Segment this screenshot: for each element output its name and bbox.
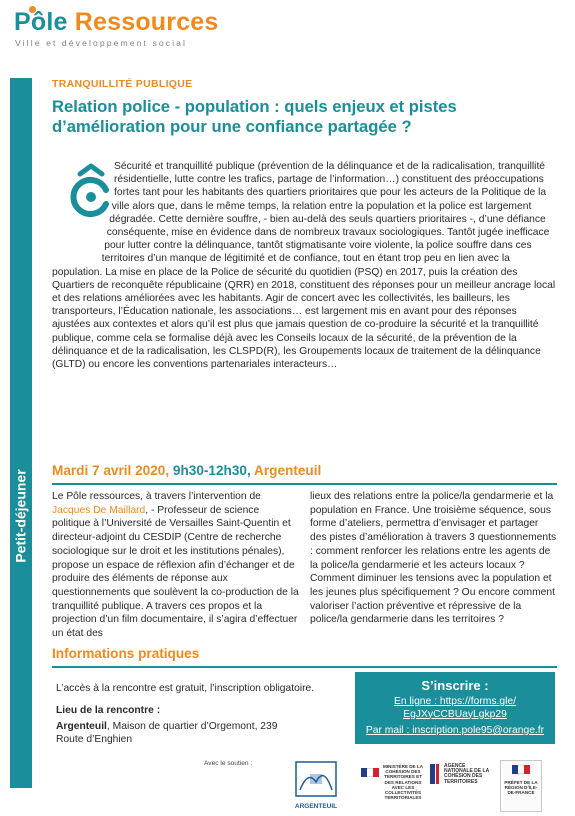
body-column-right: lieux des relations entre la police/la gendarmerie et la population en France. Une troisième séquence, sous forme d’ateliers, permettra d’envisager et partager des pistes d’amélioration à travers 3 questionnements : comment renforcer les relations entre les agents de la police/la gendarmerie et les acteurs locaux ? Comment diminuer les tensions avec la population et les jeunes plus spécifiquement ? Ou encore comment valoriser l’action préventive et répressive de la police/la gendarmerie dans les territoires ? bbox=[310, 491, 557, 626]
registration-title: S’inscrire : bbox=[421, 678, 489, 693]
access-info: L’accès à la rencontre est gratuit, l’inscription obligatoire. bbox=[56, 683, 315, 694]
category-label: TRANQUILLITÉ PUBLIQUE bbox=[52, 78, 193, 90]
ministry-logo: MINISTÈRE DE LA COHÉSION DES TERRITOIRES ET DES RELATIONS AVEC LES COLLECTIVITÉS TERRITORIALES bbox=[355, 760, 425, 812]
french-flag-icon bbox=[361, 768, 379, 777]
event-time: 9h30-12h30, bbox=[172, 463, 251, 478]
anct-mark-icon bbox=[430, 764, 444, 784]
place-label: Lieu de la rencontre : bbox=[56, 705, 161, 716]
event-datetime bbox=[52, 463, 321, 478]
registration-email-link[interactable]: Par mail : inscription.pole95@orange.fr bbox=[365, 725, 545, 736]
section-divider bbox=[52, 666, 557, 668]
prefecture-logo: PRÉFET DE LA RÉGION D’ÎLE-DE-FRANCE bbox=[500, 760, 542, 812]
event-city: Argenteuil bbox=[254, 463, 322, 478]
support-label: Avec le soutien : bbox=[204, 760, 253, 767]
body-column-left: Le Pôle ressources, à travers l’intervention de Jacques De Maillard, - Professeur de science politique à l’Université de Versailles Saint-Quentin et directeur-adjoint du CESDIP (Centre de recherche sociologique sur le droit et les institutions pénales), propose un espace de réflexion afin d’échanger et de produire des éléments de réponse aux questionnements que soulèvent la co-production de la tranquillité publique. A travers ces propos et la projection d’un film documentaire, il s’agira d’effectuer un état des bbox=[52, 491, 299, 640]
intro-paragraph: Sécurité et tranquillité publique (prévention de la délinquance et de la radicalisation, tranquillité résidentielle, lutte contre les trafics, partage de l’information…) constituent des préoccupations fortes tant pour les habitants des quartiers prioritaires que pour les acteurs de la Politique de la ville alors que, dans le même temps, la relation entre la population et la police est largement dégradée. Cette dernière souffre, - bien au-delà des seuls quartiers prioritaires -, d’une défiance conséquente, mise en évidence dans de nombreux travaux sociologiques. Tantôt jugée inefficace pour lutter contre la délinquance, tantôt stigmatisante voire violente, la police souffre dans ces territoires d’un manque de légitimité et de confiance, tout en étant trop peu en lien avec la population. La mise en place de la Police de sécurité du quotidien (PSQ) en 2017, puis la création des Quartiers de reconquête républicaine (QRR) en 2018, constituent des réponses pour un meilleur ancrage local et des relations améliorées avec les habitants. Agir de concert avec les collectivités, les bailleurs, les transporteurs, l’Éducation nationale, les associations… est largement mis en avant pour des réponses ajustées aux contextes et alors qu’il est plus que jamais question de co-produire la sécurité et la tranquillité publique, comme cela se formalise déjà avec les Conseils locaux de la sécurité, de la prévention de la délinquance et de la radicalisation, les CLSPD(R), les Groupements locaux de traitement de la délinquance (GLTD) ou encore les conventions partenariales interacteurs… bbox=[52, 161, 556, 371]
anct-logo: AGENCE NATIONALE DE LA COHÉSION DES TERRITOIRES bbox=[430, 760, 492, 812]
pole-ressources-logo bbox=[14, 8, 219, 54]
logo-tagline: Ville et développement social bbox=[15, 38, 188, 48]
registration-online-link[interactable]: En ligne : https://forms.gle/ bbox=[394, 696, 516, 707]
page-title: Relation police - population : quels enjeux et pistes d’amélioration pour une confiance partagée ? bbox=[52, 97, 457, 136]
argenteuil-logo: ARGENTEUIL bbox=[290, 760, 342, 812]
french-flag-icon bbox=[512, 765, 530, 774]
argenteuil-emblem-icon bbox=[290, 760, 342, 800]
logo-wordmark: Pôle Ressources bbox=[14, 8, 219, 36]
speaker-name: Jacques De Maillard bbox=[52, 504, 146, 516]
registration-box bbox=[355, 672, 555, 744]
place-address: Argenteuil, Maison de quartier d’Orgemont, 239 Route d’Enghien bbox=[56, 721, 278, 745]
event-date: Mardi 7 avril 2020, bbox=[52, 463, 170, 478]
sidebar-label: Petit-déjeuner bbox=[13, 469, 30, 563]
section-divider bbox=[52, 483, 557, 485]
info-section-title: Informations pratiques bbox=[52, 646, 200, 661]
sidebar-band bbox=[10, 78, 32, 788]
registration-online-link-code[interactable]: EgJXyCCBUayLgkp29 bbox=[403, 708, 507, 720]
